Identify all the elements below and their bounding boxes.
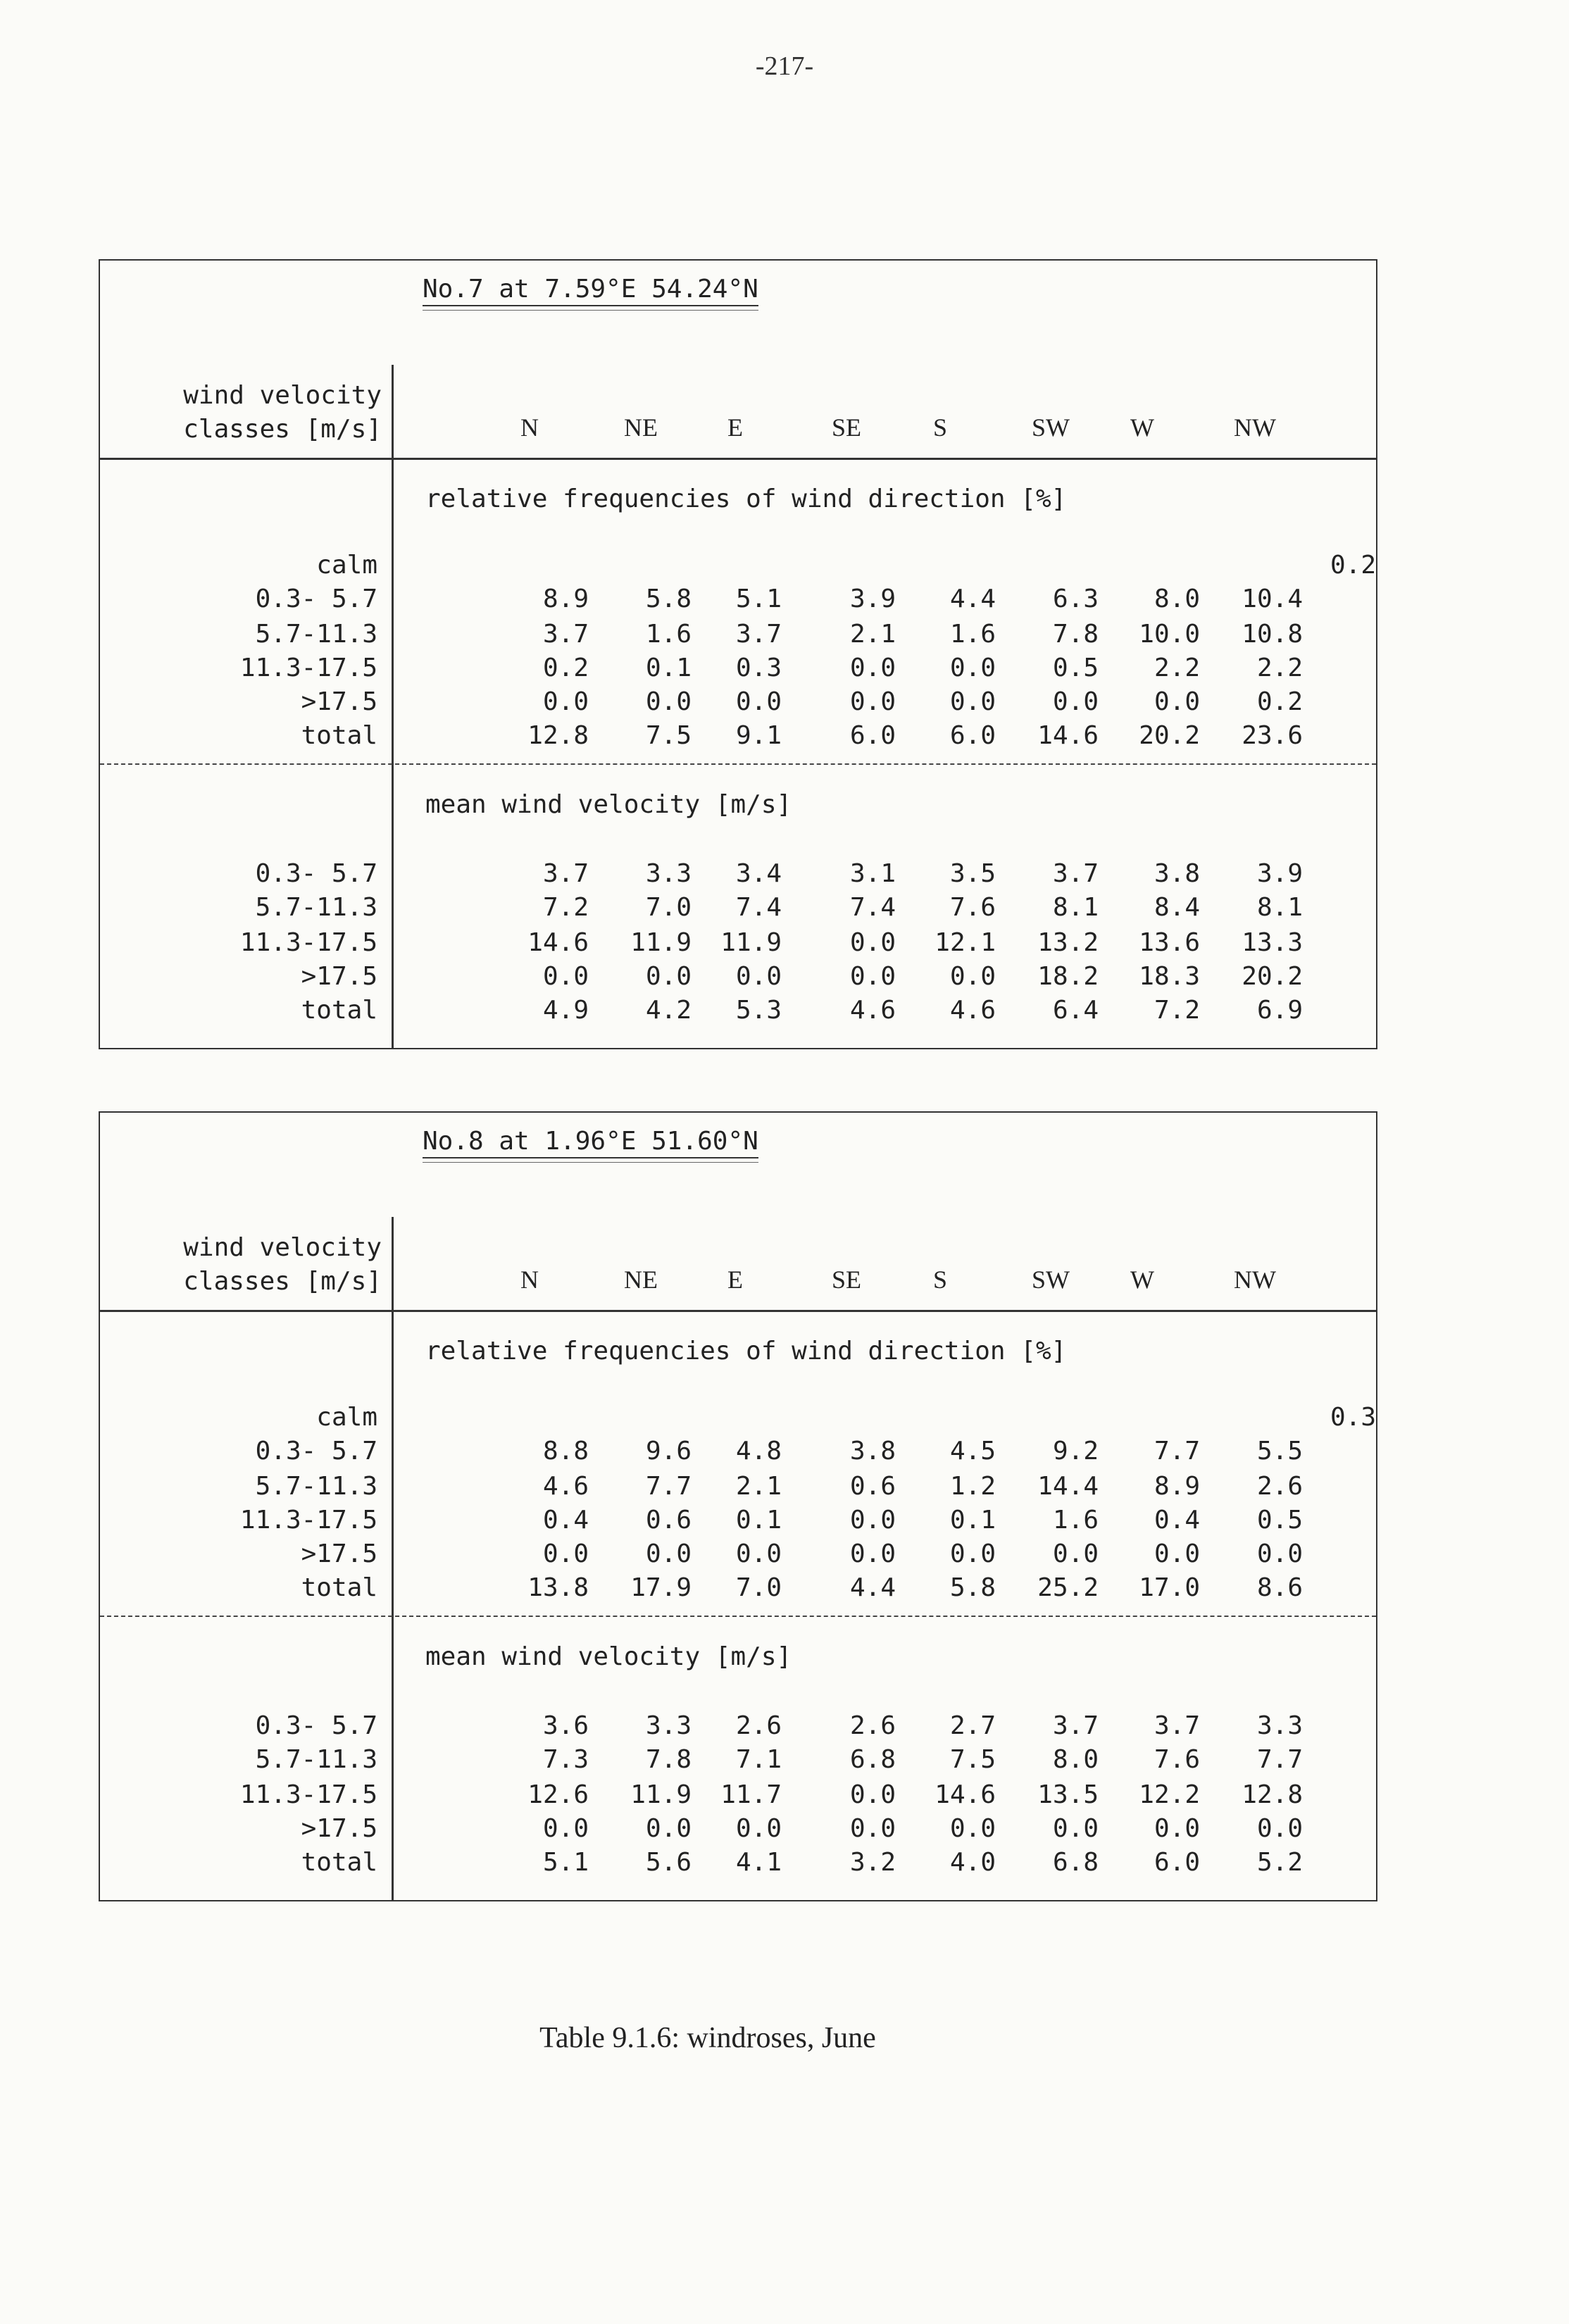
freq-cell: 0.1 xyxy=(645,654,692,682)
mean-cell: 3.2 xyxy=(849,1848,896,1877)
mean-cell: 11.7 xyxy=(720,1780,782,1809)
row-label-mean: total xyxy=(301,1848,377,1877)
direction-header-nw: NW xyxy=(1234,1266,1276,1294)
freq-cell: 9.2 xyxy=(1052,1437,1099,1466)
section-label-mean-velocity: mean wind velocity [m/s] xyxy=(425,790,792,819)
mean-cell: 0.0 xyxy=(949,962,996,991)
freq-cell: 0.3 xyxy=(735,654,782,682)
freq-cell: 3.7 xyxy=(735,620,782,649)
freq-cell: 8.9 xyxy=(1154,1472,1200,1501)
freq-cell: 7.5 xyxy=(645,721,692,750)
freq-cell: 8.9 xyxy=(542,585,589,613)
section-separator xyxy=(100,763,1376,765)
header-rule xyxy=(100,458,1376,460)
freq-cell: 0.4 xyxy=(542,1506,589,1535)
mean-cell: 8.1 xyxy=(1256,893,1303,922)
mean-cell: 6.8 xyxy=(1052,1848,1099,1877)
mean-cell: 7.6 xyxy=(949,893,996,922)
header-label-line2: classes [m/s] xyxy=(183,1267,382,1296)
freq-cell: 9.6 xyxy=(645,1437,692,1466)
mean-cell: 7.1 xyxy=(735,1745,782,1774)
freq-cell: 0.4 xyxy=(1154,1506,1200,1535)
mean-cell: 6.8 xyxy=(849,1745,896,1774)
freq-cell: 0.0 xyxy=(849,1506,896,1535)
mean-cell: 11.9 xyxy=(630,928,692,957)
mean-cell: 6.9 xyxy=(1256,996,1303,1025)
freq-cell: 23.6 xyxy=(1242,721,1303,750)
section-label-frequencies: relative frequencies of wind direction [%] xyxy=(425,1337,1067,1366)
freq-cell: 3.9 xyxy=(849,585,896,613)
mean-cell: 0.0 xyxy=(849,962,896,991)
freq-cell: 1.6 xyxy=(949,620,996,649)
freq-cell: 7.7 xyxy=(1154,1437,1200,1466)
row-label-freq: 5.7-11.3 xyxy=(255,1472,377,1501)
mean-cell: 0.0 xyxy=(542,1814,589,1843)
header-label-line1: wind velocity xyxy=(183,1233,382,1262)
mean-cell: 3.7 xyxy=(1052,859,1099,888)
mean-cell: 7.0 xyxy=(645,893,692,922)
row-label-mean: 5.7-11.3 xyxy=(255,1745,377,1774)
freq-cell: 0.0 xyxy=(645,1539,692,1568)
direction-header-ne: NE xyxy=(624,413,658,442)
freq-cell: 20.2 xyxy=(1139,721,1200,750)
freq-cell: 0.0 xyxy=(1154,687,1200,716)
freq-cell: 6.3 xyxy=(1052,585,1099,613)
freq-cell: 0.0 xyxy=(1052,1539,1099,1568)
freq-cell: 14.6 xyxy=(1037,721,1099,750)
freq-cell: 0.2 xyxy=(1256,687,1303,716)
mean-cell: 3.1 xyxy=(849,859,896,888)
freq-cell: 5.8 xyxy=(949,1573,996,1602)
mean-cell: 0.0 xyxy=(735,1814,782,1843)
freq-cell: 0.6 xyxy=(645,1506,692,1535)
mean-cell: 5.1 xyxy=(542,1848,589,1877)
freq-cell: 0.5 xyxy=(1256,1506,1303,1535)
mean-cell: 3.7 xyxy=(1052,1711,1099,1740)
freq-cell: 17.9 xyxy=(630,1573,692,1602)
mean-cell: 0.0 xyxy=(1154,1814,1200,1843)
mean-cell: 0.0 xyxy=(849,1814,896,1843)
mean-cell: 4.6 xyxy=(849,996,896,1025)
freq-cell: 25.2 xyxy=(1037,1573,1099,1602)
direction-header-w: W xyxy=(1130,1266,1154,1294)
freq-cell: 10.8 xyxy=(1242,620,1303,649)
freq-cell: 0.0 xyxy=(1256,1539,1303,1568)
mean-cell: 0.0 xyxy=(542,962,589,991)
mean-cell: 4.6 xyxy=(949,996,996,1025)
freq-cell: 0.0 xyxy=(949,1539,996,1568)
freq-cell: 0.0 xyxy=(949,654,996,682)
mean-cell: 14.6 xyxy=(934,1780,996,1809)
freq-cell: 7.7 xyxy=(645,1472,692,1501)
mean-cell: 12.8 xyxy=(1242,1780,1303,1809)
row-label-calm: calm xyxy=(316,1403,377,1432)
freq-cell: 2.1 xyxy=(849,620,896,649)
row-label-mean: >17.5 xyxy=(301,962,377,991)
row-label-freq: 11.3-17.5 xyxy=(239,1506,377,1535)
mean-cell: 20.2 xyxy=(1242,962,1303,991)
direction-header-n: N xyxy=(520,1266,539,1294)
windrose-table-no7 xyxy=(99,259,1377,1049)
mean-cell: 0.0 xyxy=(1256,1814,1303,1843)
mean-cell: 4.1 xyxy=(735,1848,782,1877)
page-number: -217- xyxy=(755,51,814,81)
mean-cell: 2.7 xyxy=(949,1711,996,1740)
section-label-mean-velocity: mean wind velocity [m/s] xyxy=(425,1642,792,1671)
mean-cell: 18.3 xyxy=(1139,962,1200,991)
mean-cell: 7.8 xyxy=(645,1745,692,1774)
row-label-mean: 11.3-17.5 xyxy=(239,928,377,957)
freq-cell: 8.6 xyxy=(1256,1573,1303,1602)
mean-cell: 3.5 xyxy=(949,859,996,888)
freq-cell: 10.4 xyxy=(1242,585,1303,613)
freq-cell: 8.8 xyxy=(542,1437,589,1466)
mean-cell: 11.9 xyxy=(630,1780,692,1809)
direction-header-sw: SW xyxy=(1032,413,1070,442)
mean-cell: 0.0 xyxy=(949,1814,996,1843)
mean-cell: 0.0 xyxy=(645,1814,692,1843)
mean-cell: 7.3 xyxy=(542,1745,589,1774)
freq-cell: 0.0 xyxy=(849,654,896,682)
mean-cell: 2.6 xyxy=(735,1711,782,1740)
direction-header-s: S xyxy=(932,413,948,442)
direction-header-w: W xyxy=(1130,413,1154,442)
freq-cell: 0.0 xyxy=(645,687,692,716)
freq-cell: 12.8 xyxy=(527,721,589,750)
velocity-classes-header xyxy=(183,379,382,446)
freq-cell: 5.1 xyxy=(735,585,782,613)
freq-cell: 4.8 xyxy=(735,1437,782,1466)
section-separator xyxy=(100,1616,1376,1617)
row-label-freq: >17.5 xyxy=(301,1539,377,1568)
table-title: No.8 at 1.96°E 51.60°N xyxy=(423,1127,758,1158)
mean-cell: 0.0 xyxy=(1052,1814,1099,1843)
mean-cell: 7.2 xyxy=(542,893,589,922)
mean-cell: 3.6 xyxy=(542,1711,589,1740)
freq-cell: 1.6 xyxy=(645,620,692,649)
mean-cell: 13.5 xyxy=(1037,1780,1099,1809)
mean-cell: 6.0 xyxy=(1154,1848,1200,1877)
freq-cell: 0.0 xyxy=(849,1539,896,1568)
freq-cell: 1.2 xyxy=(949,1472,996,1501)
row-label-mean: >17.5 xyxy=(301,1814,377,1843)
mean-cell: 3.3 xyxy=(645,859,692,888)
freq-cell: 0.0 xyxy=(849,687,896,716)
freq-cell: 4.4 xyxy=(849,1573,896,1602)
freq-cell: 2.2 xyxy=(1154,654,1200,682)
row-label-freq: >17.5 xyxy=(301,687,377,716)
header-label-line1: wind velocity xyxy=(183,381,382,410)
freq-cell: 0.6 xyxy=(849,1472,896,1501)
header-label-line2: classes [m/s] xyxy=(183,415,382,444)
mean-cell: 11.9 xyxy=(720,928,782,957)
mean-cell: 3.8 xyxy=(1154,859,1200,888)
mean-cell: 5.2 xyxy=(1256,1848,1303,1877)
freq-cell: 7.0 xyxy=(735,1573,782,1602)
freq-cell: 10.0 xyxy=(1139,620,1200,649)
mean-cell: 8.4 xyxy=(1154,893,1200,922)
mean-cell: 4.2 xyxy=(645,996,692,1025)
freq-cell: 6.0 xyxy=(949,721,996,750)
direction-header-nw: NW xyxy=(1234,413,1276,442)
calm-value: 0.2 xyxy=(1330,551,1376,580)
freq-cell: 0.0 xyxy=(542,1539,589,1568)
row-label-freq: 0.3- 5.7 xyxy=(255,585,377,613)
freq-cell: 2.1 xyxy=(735,1472,782,1501)
direction-header-e: E xyxy=(727,1266,743,1294)
freq-cell: 0.0 xyxy=(735,1539,782,1568)
mean-cell: 0.0 xyxy=(849,928,896,957)
freq-cell: 9.1 xyxy=(735,721,782,750)
mean-cell: 0.0 xyxy=(849,1780,896,1809)
freq-cell: 2.6 xyxy=(1256,1472,1303,1501)
table-title: No.7 at 7.59°E 54.24°N xyxy=(423,275,758,306)
freq-cell: 3.7 xyxy=(542,620,589,649)
freq-cell: 1.6 xyxy=(1052,1506,1099,1535)
row-label-freq: total xyxy=(301,1573,377,1602)
freq-cell: 13.8 xyxy=(527,1573,589,1602)
freq-cell: 8.0 xyxy=(1154,585,1200,613)
freq-cell: 6.0 xyxy=(849,721,896,750)
mean-cell: 7.4 xyxy=(735,893,782,922)
mean-cell: 5.6 xyxy=(645,1848,692,1877)
freq-cell: 4.4 xyxy=(949,585,996,613)
mean-cell: 7.4 xyxy=(849,893,896,922)
direction-header-n: N xyxy=(520,413,539,442)
freq-cell: 0.0 xyxy=(1154,1539,1200,1568)
freq-cell: 3.8 xyxy=(849,1437,896,1466)
mean-cell: 18.2 xyxy=(1037,962,1099,991)
freq-cell: 0.0 xyxy=(542,687,589,716)
freq-cell: 5.5 xyxy=(1256,1437,1303,1466)
mean-cell: 8.1 xyxy=(1052,893,1099,922)
mean-cell: 3.4 xyxy=(735,859,782,888)
mean-cell: 13.2 xyxy=(1037,928,1099,957)
mean-cell: 7.2 xyxy=(1154,996,1200,1025)
column-divider xyxy=(392,1217,394,1901)
freq-cell: 0.5 xyxy=(1052,654,1099,682)
mean-cell: 3.7 xyxy=(1154,1711,1200,1740)
mean-cell: 7.5 xyxy=(949,1745,996,1774)
mean-cell: 0.0 xyxy=(735,962,782,991)
mean-cell: 12.6 xyxy=(527,1780,589,1809)
direction-header-se: SE xyxy=(831,413,861,442)
freq-cell: 0.1 xyxy=(949,1506,996,1535)
direction-header-s: S xyxy=(932,1266,948,1294)
freq-cell: 0.0 xyxy=(949,687,996,716)
row-label-calm: calm xyxy=(316,551,377,580)
mean-cell: 2.6 xyxy=(849,1711,896,1740)
freq-cell: 0.1 xyxy=(735,1506,782,1535)
mean-cell: 3.7 xyxy=(542,859,589,888)
velocity-classes-header xyxy=(183,1231,382,1299)
mean-cell: 7.6 xyxy=(1154,1745,1200,1774)
row-label-freq: 11.3-17.5 xyxy=(239,654,377,682)
freq-cell: 14.4 xyxy=(1037,1472,1099,1501)
mean-cell: 3.3 xyxy=(1256,1711,1303,1740)
mean-cell: 14.6 xyxy=(527,928,589,957)
freq-cell: 5.8 xyxy=(645,585,692,613)
direction-header-sw: SW xyxy=(1032,1266,1070,1294)
section-label-frequencies: relative frequencies of wind direction [%] xyxy=(425,485,1067,513)
row-label-freq: total xyxy=(301,721,377,750)
row-label-mean: 11.3-17.5 xyxy=(239,1780,377,1809)
row-label-freq: 0.3- 5.7 xyxy=(255,1437,377,1466)
mean-cell: 6.4 xyxy=(1052,996,1099,1025)
calm-value: 0.3 xyxy=(1330,1403,1376,1432)
freq-cell: 0.2 xyxy=(542,654,589,682)
mean-cell: 3.3 xyxy=(645,1711,692,1740)
freq-cell: 2.2 xyxy=(1256,654,1303,682)
freq-cell: 0.0 xyxy=(735,687,782,716)
mean-cell: 5.3 xyxy=(735,996,782,1025)
header-rule xyxy=(100,1310,1376,1312)
mean-cell: 8.0 xyxy=(1052,1745,1099,1774)
mean-cell: 13.6 xyxy=(1139,928,1200,957)
table-caption: Table 9.1.6: windroses, June xyxy=(539,2022,876,2054)
mean-cell: 12.1 xyxy=(934,928,996,957)
direction-header-ne: NE xyxy=(624,1266,658,1294)
freq-cell: 17.0 xyxy=(1139,1573,1200,1602)
row-label-mean: 0.3- 5.7 xyxy=(255,859,377,888)
direction-header-e: E xyxy=(727,413,743,442)
row-label-mean: 5.7-11.3 xyxy=(255,893,377,922)
freq-cell: 4.6 xyxy=(542,1472,589,1501)
mean-cell: 0.0 xyxy=(645,962,692,991)
column-divider xyxy=(392,365,394,1049)
mean-cell: 7.7 xyxy=(1256,1745,1303,1774)
mean-cell: 4.0 xyxy=(949,1848,996,1877)
freq-cell: 0.0 xyxy=(1052,687,1099,716)
row-label-freq: 5.7-11.3 xyxy=(255,620,377,649)
windrose-table-no8 xyxy=(99,1111,1377,1901)
freq-cell: 4.5 xyxy=(949,1437,996,1466)
mean-cell: 3.9 xyxy=(1256,859,1303,888)
mean-cell: 12.2 xyxy=(1139,1780,1200,1809)
mean-cell: 4.9 xyxy=(542,996,589,1025)
direction-header-se: SE xyxy=(831,1266,861,1294)
freq-cell: 7.8 xyxy=(1052,620,1099,649)
row-label-mean: total xyxy=(301,996,377,1025)
row-label-mean: 0.3- 5.7 xyxy=(255,1711,377,1740)
mean-cell: 13.3 xyxy=(1242,928,1303,957)
